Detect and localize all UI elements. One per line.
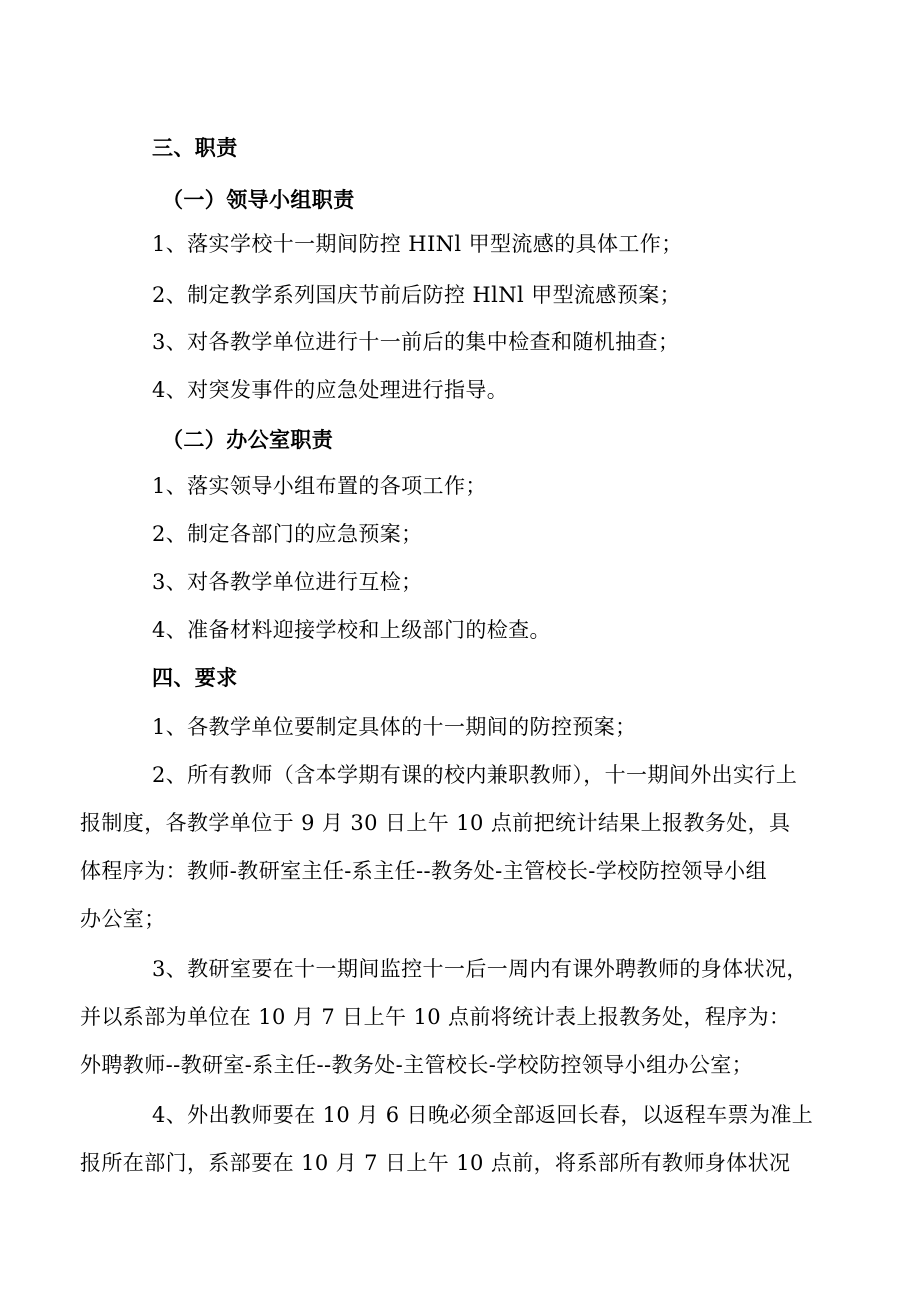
- sub1-item-3: 3、对各教学单位进行十一前后的集中检查和随机抽查；: [152, 330, 680, 354]
- req-2-line-4: 办公室；: [80, 907, 166, 931]
- sub1-item-1: 1、落实学校十一期间防控 HINl 甲型流感的具体工作；: [152, 232, 683, 256]
- req-2-line-3: 体程序为：教师-教研室主任-系主任--教务处-主管校长-学校防控领导小组: [80, 859, 767, 883]
- sub2-item-2: 2、制定各部门的应急预案；: [152, 522, 423, 546]
- section3-heading: 三、职责: [152, 135, 238, 160]
- req-2-line-2: 报制度，各教学单位于 9 月 30 日上午 10 点前把统计结果上报教务处，具: [80, 811, 791, 835]
- sub2-item-3: 3、对各教学单位进行互检；: [152, 570, 423, 594]
- req-2-line-1: 2、所有教师（含本学期有课的校内兼职教师），十一期间外出实行上: [152, 763, 798, 787]
- req-3-line-2: 并以系部为单位在 10 月 7 日上午 10 点前将统计表上报教务处，程序为：: [80, 1005, 791, 1029]
- sub1-item-2: 2、制定教学系列国庆节前后防控 HlNl 甲型流感预案；: [152, 283, 682, 307]
- section4-heading: 四、要求: [152, 665, 238, 690]
- req-4-line-1: 4、外出教师要在 10 月 6 日晚必须全部返回长春，以返程车票为准上: [152, 1103, 814, 1127]
- req-4-line-2: 报所在部门，系部要在 10 月 7 日上午 10 点前，将系部所有教师身体状况: [80, 1151, 791, 1175]
- sub2-item-1: 1、落实领导小组布置的各项工作；: [152, 474, 487, 498]
- req-3-line-3: 外聘教师--教研室-系主任--教务处-主管校长-学校防控领导小组办公室；: [80, 1053, 754, 1077]
- sub2-item-4: 4、准备材料迎接学校和上级部门的检查。: [152, 618, 551, 642]
- sub1-title: （一）领导小组职责: [162, 187, 355, 212]
- req-1: 1、各教学单位要制定具体的十一期间的防控预案；: [152, 715, 637, 739]
- sub2-title: （二）办公室职责: [162, 427, 334, 452]
- req-3-line-1: 3、教研室要在十一期间监控十一后一周内有课外聘教师的身体状况，: [152, 957, 808, 981]
- sub1-item-4: 4、对突发事件的应急处理进行指导。: [152, 378, 509, 402]
